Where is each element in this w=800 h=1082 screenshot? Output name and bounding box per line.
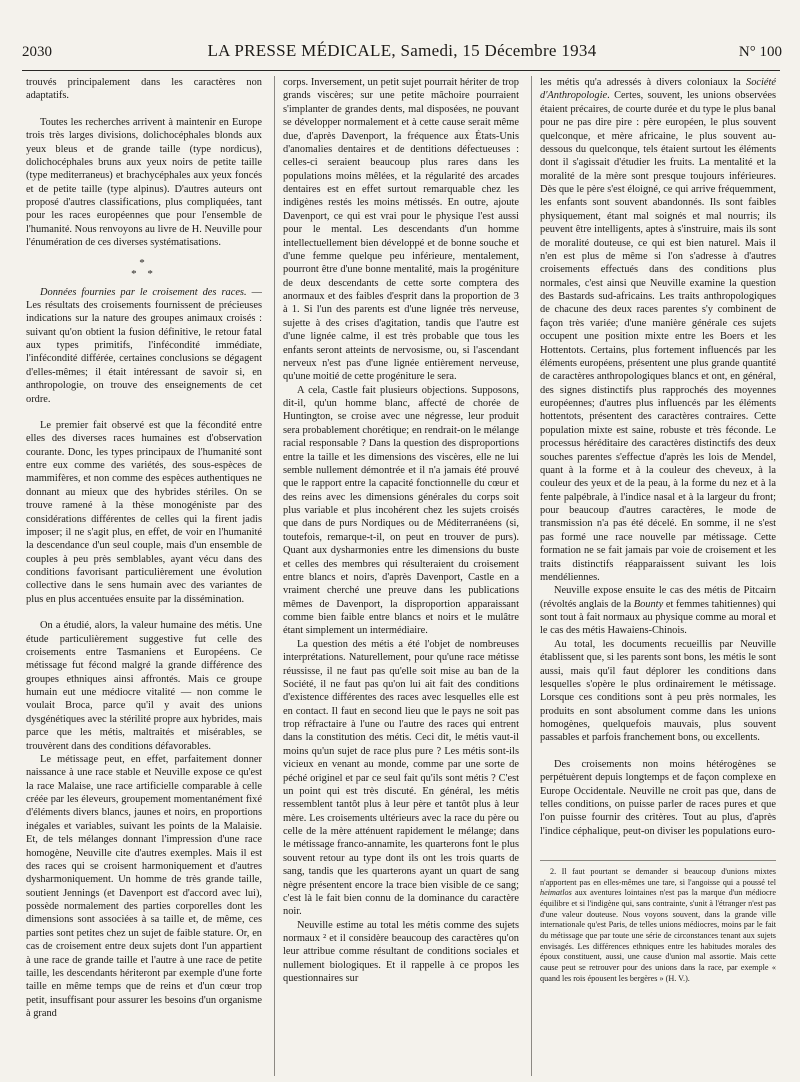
paragraph (540, 584, 776, 638)
section-title: Données fournies par le croisement des races. (40, 286, 247, 298)
paragraph: Au total, les documents recueillis par Neuville établissent que, si les parents sont bons, les métis le sont aussi, mais qu'il faut déplorer les conditions dans lesquelles s'opère le plus ordinairement le métissage. Lorsque ces conditions sont à peu près normales, les produits en sont absolument comme dans les unions homogènes, quelquefois mauvais, plus souvent passables et parfois franchement bons, ou excellents. (540, 638, 776, 744)
paragraph: La question des métis a été l'objet de nombreuses interprétations. Naturellement, pour qu'une race métisse réussisse, il ne faut pas qu'elle soit mise au ban de la Société, il ne faut pas qu'on lui ait fait des conditions d'existence différentes des races avec lesquelles elle est en contact. Il faut en second lieu que le pays ne soit pas trop réfractaire à l'une ou l'autre des races qui entrent dans la constitution des métis. Ceci dit, le métis vaut-il moins qu'un sujet de race plus pure ? Les métis sont-ils vicieux en venant au monde, comme par une sorte de péché originel et par ce seul fait qu'ils sont métis ? C'est un point qui est très discuté. En général, les métis ressemblent tantôt plus à leur père et tantôt plus à leur mère. Les croisements ultérieurs avec la race du père ou celle de la mère atténuent rapidement le mélange; dans le métissage franco-annamite, les quarterons font le plus souvent retour au type dont ils ont les trois quarts de sang, tandis que les quarterons ayant un quart de sang nègre présentent encore la trace bien visible de ce sang; c'est là le fait bien connu de la dominance du caractère noir. (283, 638, 519, 918)
asterism-bottom: * * (131, 267, 157, 280)
text-column-3 (540, 76, 776, 1066)
paragraph: Neuville estime au total les métis comme des sujets normaux ² et il considère beaucoup des caractères qu'on leur attribue comme résultant de conditions sociales et nullement biologiques. Et il rappelle à ce propos les questionnaires sur (283, 919, 519, 985)
header-rule (22, 70, 780, 71)
text-run: aux aventures lointaines n'est pas la marque d'un médiocre équilibre et si l'indigène qui, sans contrainte, s'unit à l'étranger n'est pas d'une valeur douteuse. Nous voyons souvent, dans la grande ville internationale qu'est Paris, de telles unions médiocres, moins par le fait du métissage que par toute une série de circonstances tenant aux sujets envisagés. Les différences ethniques entre les habitudes morales des époux constituent, aussi, une cause d'union mal assortie. Mais cette cause peut se retrouver pour des unions dans la race, par exemple « quand les rois épousent les bergères » (H. V.). (540, 888, 776, 983)
text-run: Neuville expose ensuite le cas des métis de Pitcairn (révoltés anglais de la (540, 585, 776, 610)
section-paragraph (26, 286, 262, 406)
paragraph (540, 76, 776, 584)
ship-name: Bounty (633, 598, 664, 610)
text-run: les métis qu'a adressés à divers coloniaux la (540, 77, 746, 88)
text-run: . Certes, souvent, les unions observées étaient précaires, de courte durée et du type le plus banal pour ne pas dire pire : père européen, le plus souvent quelconque, et mère africaine, le plus souvent au-dessous du quelconque, tels étaient surtout les éléments dont il s'agissait d'étudier les fruits. La mentalité et la moralité de la mère sont presque toujours inférieures. Dès que le père s'est éloigné, ce qui arrive fréquemment, les enfants sont souvent abandonnés. Ils sont faibles physiquement, étant mal soignés et mal nourris; ils peuvent être intelligents, aptes à s'instruire, mais ils sont de moralité douteuse, ce qui est bien naturel. Mais il n'en est plus de même si l'on s'adresse à d'autres croisements effectués dans des conditions plus normales, c'est ainsi que Neuville examine la question des Bastards sud-africains. Les traits anthropologiques de chacune des deux races parentes s'y combinent de façon très variée; d'une manière générale ces sujets occupent une position mixte entre les Boers et les Hottentots. Certains, plus fortement influencés par les éléments européens, présentent une plus grande quantité de caractères anthropologiques blancs et ont, en général, des signes distinctifs plus rapprochés des moyennes européennes; d'autres plus influencés par les éléments hottentots, présentent des caractères contraires. Cette population mixte est saine, robuste et très féconde. Le processus héréditaire des caractères distinctifs des deux souches parentes s'effectue d'après les lois de Mendel, quant à la forme et à la couleur des cheveux, à la couleur des yeux et de la peau, à la forme du nez et à la fente palpébrale, à l'indice nasal et à la largeur du front; pour beaucoup d'autres caractères, le mode de transmission n'a pas été décelé. En somme, il ne s'est pas formé une race nouvelle par métissage. Cette formation ne se fait jamais par voie de croisement et les traits distinctifs réapparaissent suivant les lois mendéliennes. (540, 90, 776, 583)
column-divider-right (531, 76, 532, 1076)
paragraph: Toutes les recherches arrivent à maintenir en Europe trois très larges divisions, dolichocéphales blonds aux yeux bleus et de grande taille (type nordicus), dolichocéphales bruns aux yeux noirs de petite taille (type mediterraneus) et brachycéphales aux yeux foncés et de petite taille (type alpinus). D'autres auteurs ont proposé d'autres classifications, plus compliquées, tant pour les races européennes que pour l'ensemble de l'humanité. Nous renvoyons au livre de H. Neuville pour l'énumération de ces diverses systématisations. (26, 116, 262, 249)
issue-number: N° 100 (738, 44, 782, 60)
paragraph: Le premier fait observé est que la fécondité entre elles des diverses races humaines est d'observation courante. Donc, les types principaux de l'humanité sont entre eux comme des variétés, des sous-espèces de mammifères, et non comme des espèces authentiques ne donnant au mieux que des hybrides stériles. On se trouve ramené à la thèse monogéniste par des considérations différentes de celles qui la firent jadis imposer; il ne s'agit plus, en effet, de voir en l'humanité la descendance d'un seul couple, mais d'un ensemble de couples à peu près semblables, ayant vécu dans des conditions favorisant particulièrement une évolution collective dans le sens humain avec des variantes de plus en plus accentuées ensuite par la dissémination. (26, 419, 262, 605)
footnote (540, 860, 776, 984)
journal-title: LA PRESSE MÉDICALE, Samedi, 15 Décembre 1934 (207, 41, 597, 60)
paragraph: On a étudié, alors, la valeur humaine des métis. Une étude particulièrement suggestive fut celle des croisements entre Tasmaniens et Européens. Ce métissage fut fécond malgré la grande différence des groupes ethniques ainsi affrontés. Mais ce groupe humain eut une médiocre vitalité — non comme le voulait Broca, parce qu'il y avait des unions dysgénétiques avec la stérilité propre aux hybrides, mais parce que les métis, maltraités et misérables, se trouvèrent dans des conditions défavorables. (26, 620, 262, 752)
foreign-term: heimatlos (540, 888, 572, 898)
section-asterism (26, 258, 262, 280)
society-name: Société d'Anthropologie (540, 77, 776, 102)
text-column-1 (26, 76, 262, 1066)
asterism-top: * (139, 256, 149, 269)
column-divider-left (274, 76, 275, 1076)
paragraph: corps. Inversement, un petit sujet pourrait hériter de trop grands viscères; sur une petite mâchoire pourraient s'implanter de grandes dents, mal disposées, ne pouvant se développer normalement et à cette cause serait même due, d'après Davenport, la fréquence aux États-Unis d'anomalies dentaires et de dentitions défectueuses : celles-ci seraient beaucoup plus rares dans les populations moins mêlées, et la régularité des arcades dentaires est en effet surtout remarquable chez les indigènes restés les moins métissés. En outre, ajoute Davenport, ce qui est vrai pour le physique l'est aussi pour le mental. Les descendants d'un homme intellectuellement bien développé et de bonne souche et d'une femme quelque peu inférieure, mentalement, pourront être d'une bonne mentalité, mais la progéniture de deux descendants de cette sorte comptera des anormaux et des faibles d'esprit dans la proportion de 3 à 1. Si l'un des parents est d'une lignée très nerveuse, sujette à des crises d'agitation, tandis que l'autre est d'une lignée calme, il est très probable que tous les enfants seront atteints de nervosisme, ou, si l'ascendant nerveux n'est pas d'une lignée entièrement nerveuse, qu'une moitié de cette progéniture le sera. (283, 77, 519, 383)
text-run: et femmes tahitiennes) qui sont tout à fait normaux au physique comme au moral et le cas des métis Hawaiens-Chinois. (540, 598, 776, 637)
text-column-2 (283, 76, 519, 1066)
page-header (22, 41, 782, 67)
page-number: 2030 (22, 44, 52, 60)
footnote-text (540, 867, 776, 984)
paragraph: Des croisements non moins hétérogènes se perpétuèrent depuis longtemps et de façon complexe en Europe Occidentale. Neuville ne croit pas que, dans de telles conditions, on puisse parler de races pures et que l'on puisse fournir des critères. Tout au plus, d'après l'indice céphalique, peut-on diviser les populations euro- (540, 758, 776, 837)
paragraph: trouvés principalement dans les caractères non adaptatifs. (26, 77, 262, 102)
paragraph: A cela, Castle fait plusieurs objections. Supposons, dit-il, qu'un homme blanc, affecté de chorée de Huntington, se croise avec une négresse, leur produit sera probablement chorétique; en rendrait-on le mélange racial responsable ? Dans la question des disproportions entre la taille et les dimensions des viscères, elle ne lui semble nullement démontrée et il n'a jamais été prouvé que le rapport entre la capacité fonctionnelle du cœur et des reins avec les dimensions générales du corps soit plus variable et plus incohérent chez les sujets croisés que dans de purs Nordiques ou de Méditerranéens (si, toutefois, remarque-t-il, on peut en trouver de purs). Quant aux dysharmonies entre les dimensions du buste et celles des membres qui résulteraient du croisement entre blancs et noirs, d'après Davenport, Castle en a vraiment cherché une preuve dans les publications mêmes de Davenport, la disproportion apparaissant comme bien faible entre blancs et noirs et le mulâtre étant simplement un intermédiaire. (283, 384, 519, 637)
paragraph: Le métissage peut, en effet, parfaitement donner naissance à une race stable et Neuville expose ce qu'est la race Malaise, une race artificielle comparable à celle créée par les éleveurs, groupement momentanément fixé d'éléments divers blancs, jaunes et noirs, en proportions inégales et variables, suivant les points de la Malaisie. Et, de tels mélanges donnant l'impression d'une race homogène, Neuville cite d'autres exemples. Mais il est des races qui se croisent harmoniquement et d'autres dysharmoniquement. Un homme de très grande taille, soutient Jennings (et Davenport est d'accord avec lui), possède normalement des parties corporelles dont les dimensions sont associées à sa taille et, de même, ces parties sont petites chez un sujet de faible stature. Or, en cas de croisement entre deux sujets dont l'un appartient à une race de grande taille et l'autre à une race de petite taille, les descendants hériteront par exemple d'une forte taille en même temps que de reins et d'un cœur trop petit, insuffisant pour assurer les besoins d'un organisme à grand (26, 753, 262, 1019)
section-text: — Les résultats des croisements fournissent de précieuses indications sur la nature des groupes animaux croisés : suivant qu'on obtient la fusion définitive, le retour fatal aux types primitifs, l'infécondité immédiate, l'infécondité différée, certaines conclusions se dégagent d'elles-mêmes; il était intéressant de savoir si, en anthropologie, on trouve des enseignements de cet ordre. (26, 286, 262, 405)
text-run: 2. Il faut pourtant se demander si beaucoup d'unions mixtes n'apportent pas en elles-mêmes une tare, si l'angoisse qui a poussé tel (540, 867, 776, 887)
